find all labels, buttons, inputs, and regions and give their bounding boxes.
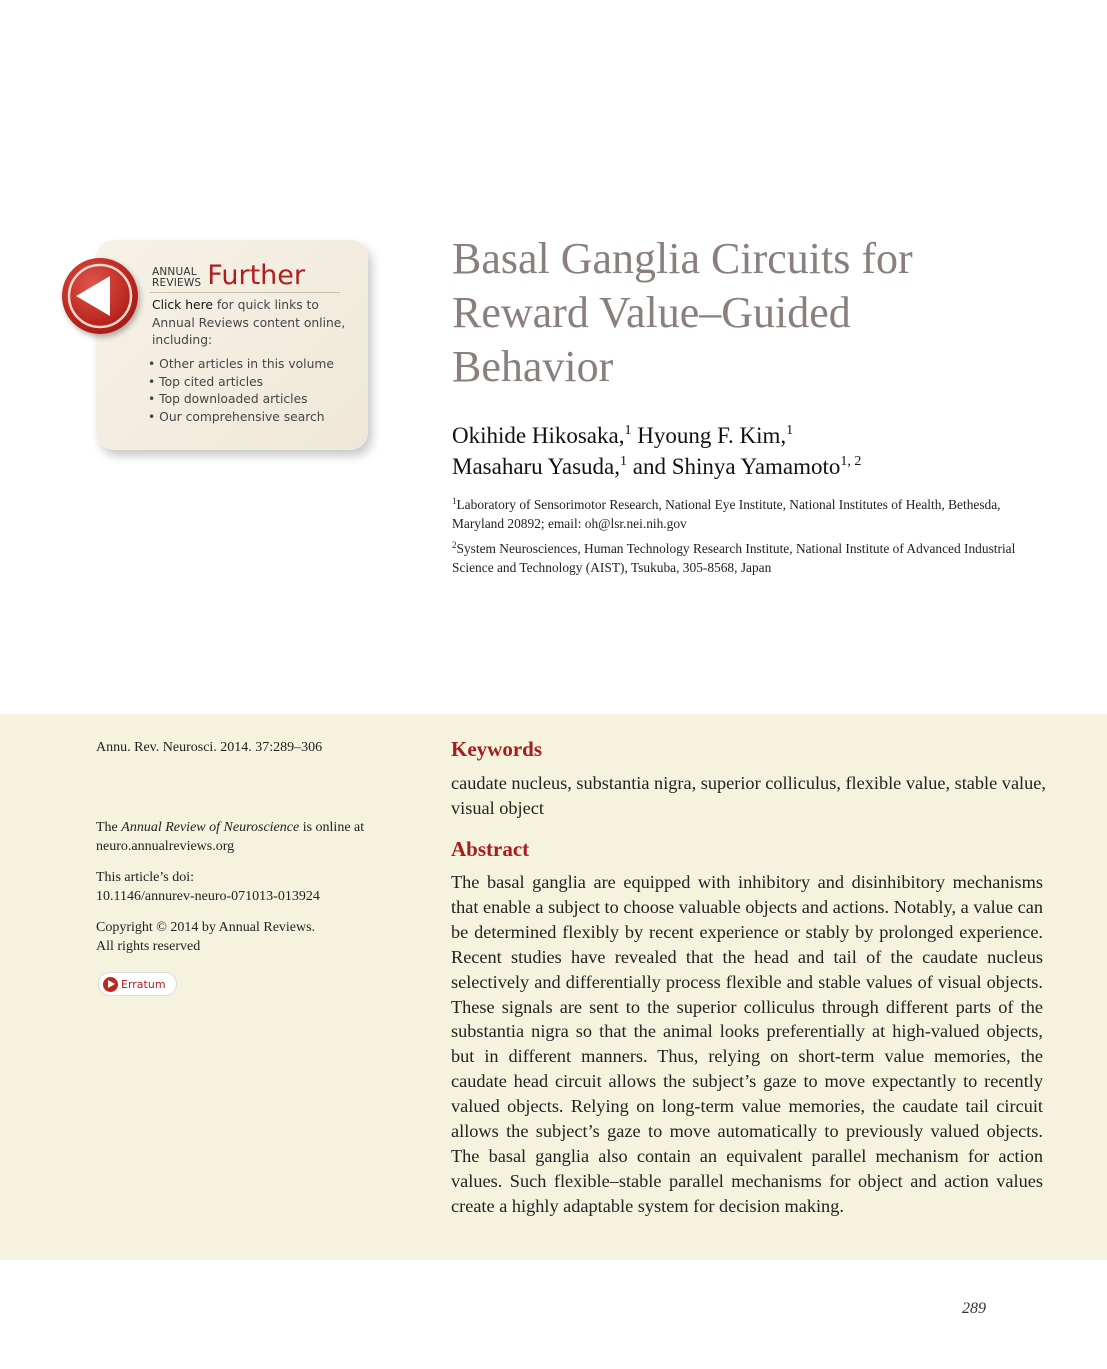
online-url[interactable]: is online at neuro.annualreviews.org bbox=[96, 820, 365, 854]
annual-label: ANNUAL bbox=[152, 266, 197, 278]
further-links-list bbox=[148, 356, 334, 426]
author-name: Masaharu Yasuda, bbox=[452, 454, 621, 479]
affiliation-mark: 1 bbox=[452, 496, 457, 506]
further-description-text: for quick links to Annual Reviews content online, including: bbox=[152, 298, 346, 347]
title-line-2: Reward Value–Guided bbox=[452, 288, 851, 337]
author-name: and Shinya Yamamoto bbox=[632, 454, 841, 479]
author-name: Hyoung F. Kim, bbox=[637, 423, 787, 448]
keywords-heading: Keywords bbox=[451, 737, 542, 761]
further-header bbox=[152, 262, 305, 289]
page-number: 289 bbox=[962, 1300, 986, 1317]
erratum-button[interactable] bbox=[98, 972, 177, 996]
doi-value[interactable]: 10.1146/annurev-neuro-071013-013924 bbox=[96, 889, 320, 904]
author-list bbox=[452, 420, 1052, 482]
further-arrow-button[interactable] bbox=[62, 258, 138, 334]
further-divider bbox=[150, 292, 340, 293]
further-link-search[interactable]: • Our comprehensive search bbox=[148, 409, 334, 427]
author-name: Okihide Hikosaka, bbox=[452, 423, 625, 448]
author-affiliation-mark: 1 bbox=[620, 454, 628, 469]
click-here-link[interactable]: Click here bbox=[152, 298, 213, 312]
further-description bbox=[152, 297, 352, 350]
author-affiliation-mark: 1 bbox=[786, 423, 794, 438]
journal-name: Annual Review of Neuroscience bbox=[121, 820, 300, 835]
further-link-other-articles[interactable]: • Other articles in this volume bbox=[148, 356, 334, 374]
author-affiliation-mark: 1 bbox=[624, 423, 632, 438]
erratum-play-icon bbox=[103, 977, 118, 992]
online-note bbox=[96, 818, 381, 856]
affiliation-1 bbox=[452, 495, 1052, 533]
keywords-text: caudate nucleus, substantia nigra, superior colliculus, flexible value, stable value, visual object bbox=[451, 773, 1046, 818]
author-affiliation-mark: 1, 2 bbox=[840, 454, 862, 469]
affiliation-2 bbox=[452, 539, 1052, 577]
author-line-2 bbox=[452, 451, 1052, 482]
author-line-1 bbox=[452, 420, 1052, 451]
affiliation-text: Laboratory of Sensorimotor Research, National Eye Institute, National Institutes of Health, Bethesda, Maryland 20892; email: oh@lsr.nei.nih.gov bbox=[452, 497, 1001, 531]
doi-label: This article’s doi: bbox=[96, 870, 194, 885]
online-prefix: The bbox=[96, 820, 122, 835]
affiliation-mark: 2 bbox=[452, 540, 457, 550]
further-link-top-cited[interactable]: • Top cited articles bbox=[148, 374, 334, 392]
affiliation-text: System Neurosciences, Human Technology Research Institute, National Institute of Advanced Industrial Science and Technology (AIST), Tsukuba, 305-8568, Japan bbox=[452, 541, 1016, 575]
abstract-text: The basal ganglia are equipped with inhibitory and disinhibitory mechanisms that enable a subject to choose valuable objects and actions. Notably, a value can be determined flexibly by recent experience or stably by prolonged experience. Recent studies have revealed that the head and tail of the caudate nucleus selectively and differentially process flexible and stable values of visual objects. These signals are sent to the superior colliculus through different parts of the substantia nigra so that the animal looks preferentially at high-valued objects, but in different manners. Thus, relying on short-term value memories, the caudate head circuit allows the subject’s gaze to move expectantly to recently valued objects. Relying on long-term value memories, the caudate tail circuit allows the subject’s gaze to move automatically to previously valued objects. The basal ganglia also contain an equivalent parallel mechanism for action values. Such flexible–stable parallel mechanisms for object and action values create a highly adaptable system for decision making. bbox=[451, 872, 1043, 1216]
erratum-label: Erratum bbox=[121, 977, 166, 991]
article-title bbox=[452, 232, 1012, 394]
rights-text: All rights reserved bbox=[96, 939, 201, 954]
copyright-text: Copyright © 2014 by Annual Reviews. bbox=[96, 920, 316, 935]
reviews-label: REVIEWS bbox=[152, 277, 202, 289]
abstract-heading: Abstract bbox=[451, 837, 530, 861]
title-line-1: Basal Ganglia Circuits for bbox=[452, 234, 913, 283]
annual-reviews-wordmark bbox=[152, 267, 201, 289]
copyright-block bbox=[96, 918, 396, 956]
title-line-3: Behavior bbox=[452, 342, 614, 391]
further-link-top-downloaded[interactable]: • Top downloaded articles bbox=[148, 391, 334, 409]
citation: Annu. Rev. Neurosci. 2014. 37:289–306 bbox=[96, 740, 323, 755]
doi-block bbox=[96, 868, 396, 906]
play-left-icon bbox=[62, 258, 138, 334]
further-title: Further bbox=[207, 260, 305, 291]
